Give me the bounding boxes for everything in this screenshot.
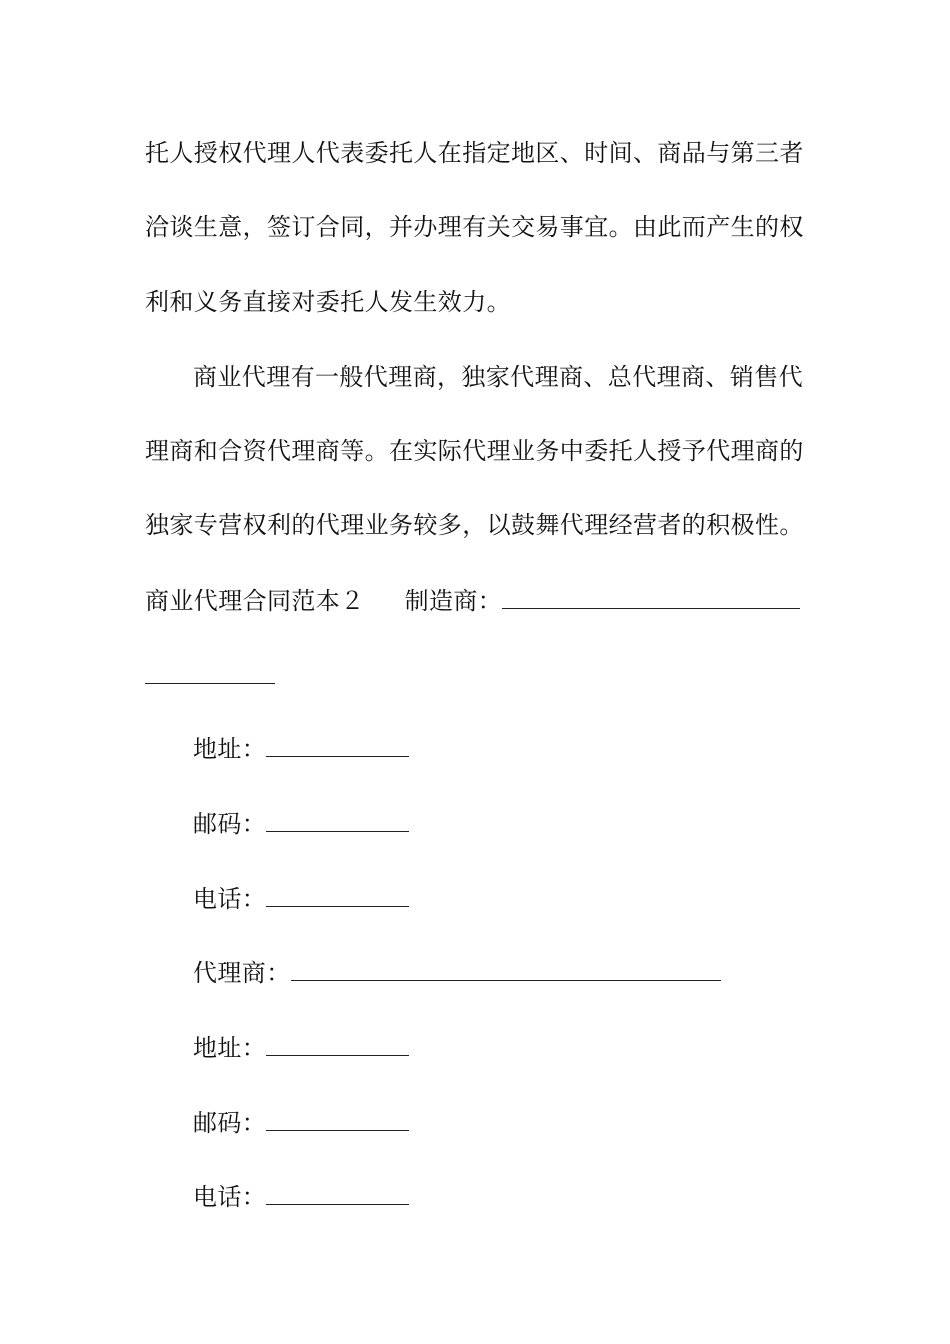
agent-postcode-blank[interactable] [266, 1108, 409, 1131]
agent-name-blank[interactable] [291, 958, 721, 981]
template-heading: 商业代理合同范本２ [145, 587, 365, 615]
manufacturer-address-label: 地址： [193, 735, 267, 763]
agent-address-row [193, 1033, 409, 1063]
manufacturer-postcode-blank[interactable] [266, 809, 409, 832]
agent-phone-row [193, 1182, 409, 1212]
manufacturer-name-blank[interactable] [502, 586, 800, 609]
manufacturer-postcode-row [193, 809, 409, 839]
paragraph-2-line-1: 商业代理有一般代理商，独家代理商、总代理商、销售代 [193, 363, 803, 391]
paragraph-2-line-3: 独家专营权利的代理业务较多，以鼓舞代理经营者的积极性。 [145, 511, 804, 539]
manufacturer-postcode-label: 邮码： [193, 810, 267, 838]
agent-phone-blank[interactable] [266, 1182, 409, 1205]
manufacturer-label: 制造商： [404, 587, 503, 615]
agent-phone-label: 电话： [193, 1183, 267, 1211]
paragraph-1-line-3: 利和义务直接对委托人发生效力。 [145, 288, 511, 316]
manufacturer-address-blank[interactable] [266, 734, 409, 757]
agent-postcode-row [193, 1108, 409, 1138]
paragraph-2-line-2: 理商和合资代理商等。在实际代理业务中委托人授予代理商的 [145, 437, 804, 465]
paragraph-1-line-1: 托人授权代理人代表委托人在指定地区、时间、商品与第三者 [145, 139, 804, 167]
agent-row [193, 958, 721, 988]
manufacturer-address-row [193, 734, 409, 764]
agent-address-label: 地址： [193, 1034, 267, 1062]
manufacturer-phone-label: 电话： [193, 885, 267, 913]
agent-label: 代理商： [193, 959, 291, 987]
paragraph-1-line-2: 洽谈生意，签订合同，并办理有关交易事宜。由此而产生的权 [145, 213, 804, 241]
heading-line [145, 586, 800, 616]
manufacturer-phone-blank[interactable] [266, 884, 409, 907]
manufacturer-phone-row [193, 884, 409, 914]
agent-postcode-label: 邮码： [193, 1109, 267, 1137]
manufacturer-name-blank-continued[interactable] [145, 683, 275, 684]
agent-address-blank[interactable] [266, 1033, 409, 1056]
